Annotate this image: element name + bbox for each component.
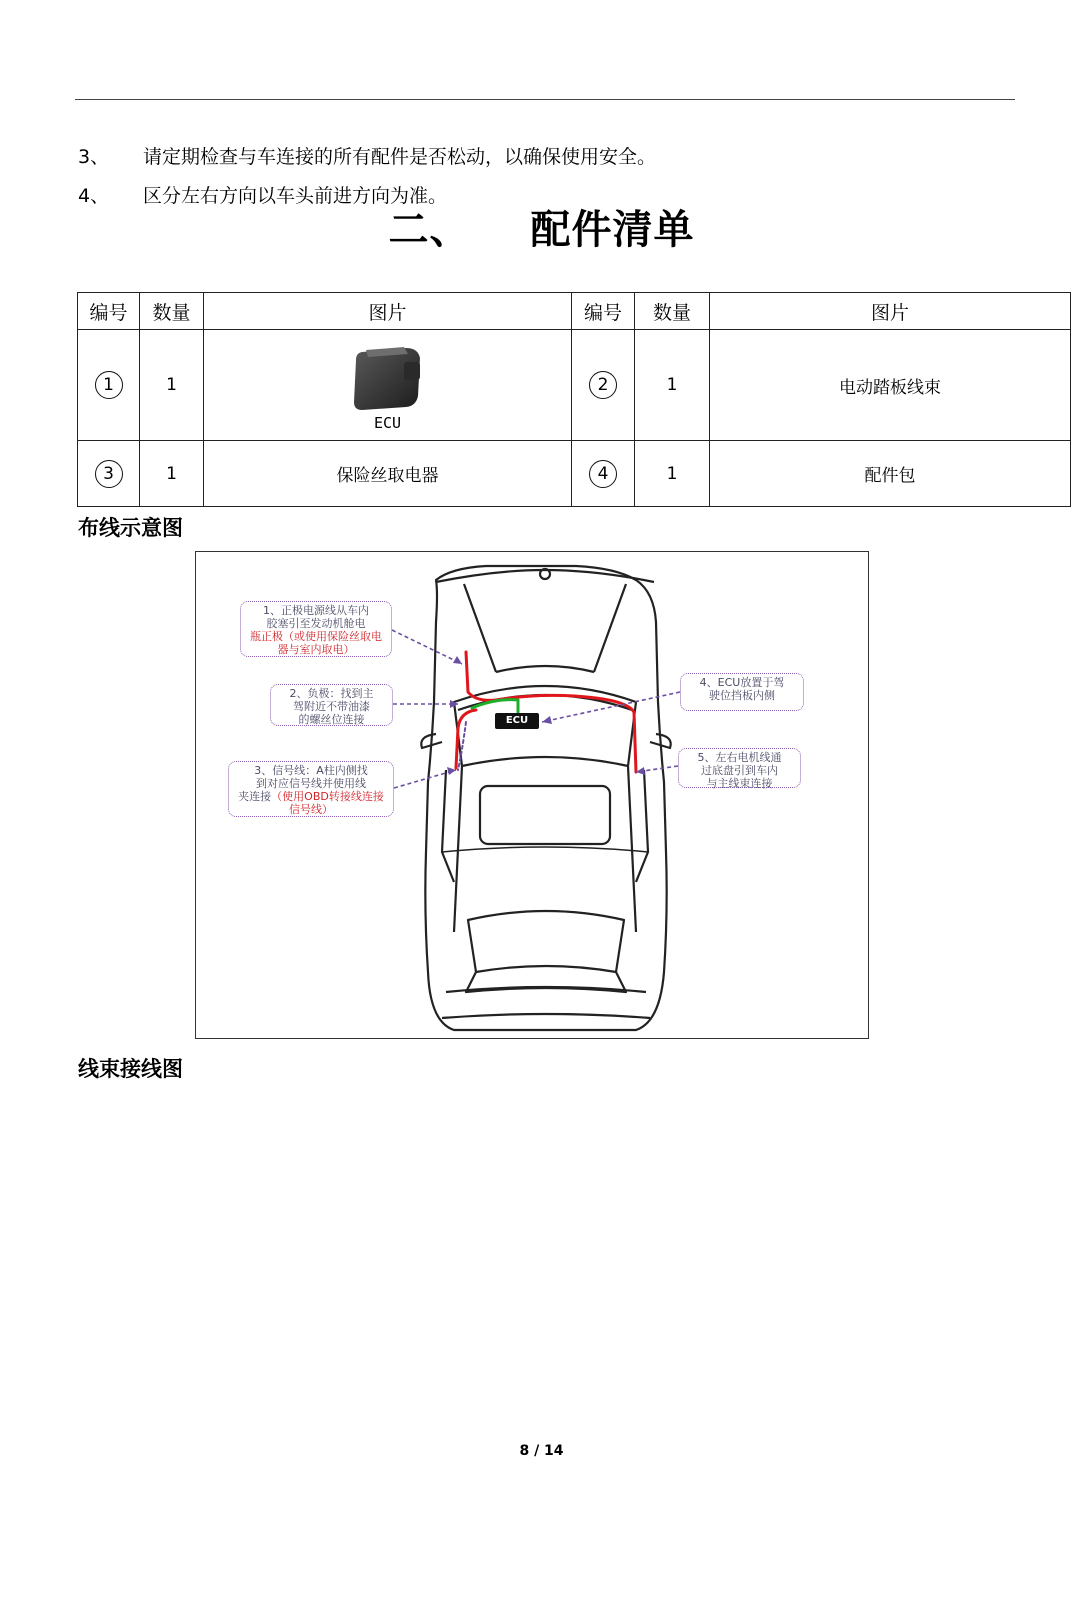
ecu-label: ECU bbox=[495, 713, 539, 729]
ecu-caption: ECU bbox=[373, 414, 402, 432]
callout-line: 的螺丝位连接 bbox=[298, 713, 365, 726]
item-number-cell bbox=[572, 441, 635, 507]
note-number: 4、 bbox=[78, 185, 110, 207]
callout-line: 到对应信号线并使用线 bbox=[256, 777, 366, 790]
item-number: 4 bbox=[589, 460, 617, 488]
callout-line: 驶位挡板内侧 bbox=[709, 689, 775, 702]
harness-diagram-heading: 线束接线图 bbox=[78, 1057, 183, 1081]
item-number-cell bbox=[572, 330, 635, 441]
parts-table bbox=[77, 292, 1071, 507]
callout-motor-wire bbox=[678, 748, 801, 788]
ecu-module-image bbox=[348, 344, 428, 412]
callout-ecu-placement bbox=[680, 673, 804, 711]
header-quantity: 数量 bbox=[635, 293, 710, 330]
callout-power-wire bbox=[240, 601, 392, 657]
callout-text: 夹连接 bbox=[238, 790, 272, 803]
item-number-cell bbox=[78, 441, 140, 507]
item-quantity: 1 bbox=[635, 330, 710, 441]
section-heading: 配件清单 bbox=[530, 207, 695, 253]
table-row bbox=[78, 441, 1071, 507]
item-number: 3 bbox=[95, 460, 123, 488]
callout-highlight: 瓶正极（或使用保险丝取电器与室内取电） bbox=[250, 630, 382, 656]
wiring-diagram-heading: 布线示意图 bbox=[78, 516, 183, 540]
callout-line: 过底盘引到车内 bbox=[701, 764, 778, 777]
callout-line: 5、左右电机线通 bbox=[697, 751, 782, 764]
item-quantity: 1 bbox=[635, 441, 710, 507]
table-header-row bbox=[78, 293, 1071, 330]
item-image-cell bbox=[204, 330, 572, 441]
callout-line: 3、信号线：A柱内侧找 bbox=[254, 764, 368, 777]
item-description: 保险丝取电器 bbox=[204, 441, 572, 507]
callout-signal-wire bbox=[228, 761, 394, 817]
header-number: 编号 bbox=[572, 293, 635, 330]
header-image: 图片 bbox=[710, 293, 1071, 330]
section-number: 二、 bbox=[388, 207, 471, 253]
callout-line: 与主线束连接 bbox=[706, 777, 773, 790]
item-quantity: 1 bbox=[140, 330, 204, 441]
item-description: 电动踏板线束 bbox=[710, 330, 1071, 441]
callout-line bbox=[233, 790, 389, 816]
section-title bbox=[0, 205, 1083, 255]
note-text: 请定期检查与车连接的所有配件是否松动，以确保使用安全。 bbox=[143, 146, 657, 168]
item-number: 2 bbox=[589, 371, 617, 399]
item-number: 1 bbox=[95, 371, 123, 399]
callout-line: 1、正极电源线从车内 bbox=[263, 604, 369, 617]
callout-line: 2、负极：找到主 bbox=[289, 687, 374, 700]
note-item bbox=[78, 144, 656, 170]
item-quantity: 1 bbox=[140, 441, 204, 507]
page-number: 8 / 14 bbox=[519, 1443, 564, 1459]
wiring-diagram bbox=[195, 551, 869, 1039]
callout-highlight: （使用OBD转接线连接信号线） bbox=[271, 790, 384, 816]
callout-line: 驾附近不带油漆 bbox=[293, 700, 370, 713]
header-rule bbox=[75, 99, 1015, 100]
item-description: 配件包 bbox=[710, 441, 1071, 507]
callout-line: 4、ECU放置于驾 bbox=[699, 676, 785, 689]
header-quantity: 数量 bbox=[140, 293, 204, 330]
header-image: 图片 bbox=[204, 293, 572, 330]
note-number: 3、 bbox=[78, 146, 110, 168]
table-row bbox=[78, 330, 1071, 441]
callout-line: 胶塞引至发动机舱电 bbox=[266, 617, 366, 630]
callout-ground-wire bbox=[270, 684, 393, 726]
note-text: 区分左右方向以车头前进方向为准。 bbox=[143, 185, 448, 207]
header-number: 编号 bbox=[78, 293, 140, 330]
item-number-cell bbox=[78, 330, 140, 441]
